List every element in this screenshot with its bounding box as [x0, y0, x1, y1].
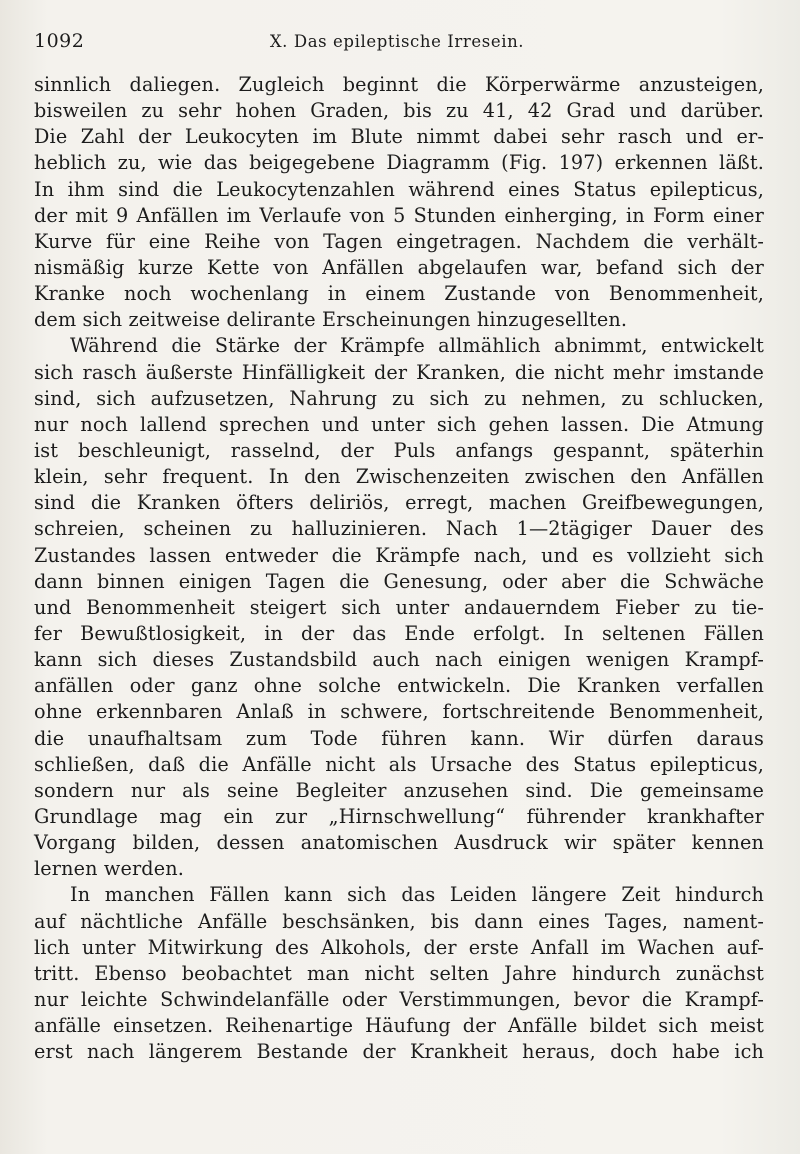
text-line: fer Bewußtlosigkeit, in der das Ende erfolgt. In seltenen Fällen — [34, 621, 764, 645]
text-line: In manchen Fällen kann sich das Leiden längere Zeit hindurch — [70, 883, 764, 907]
text-line: ist beschleunigt, rasselnd, der Puls anfangs gespannt, späterhin — [34, 438, 764, 462]
text-line: dann binnen einigen Tagen die Genesung, oder aber die Schwäche — [34, 569, 764, 593]
text-line: klein, sehr frequent. In den Zwischenzeiten zwischen den Anfällen — [34, 465, 764, 489]
text-line: auf nächtliche Anfälle beschsänken, bis dann eines Tages, nament- — [34, 909, 764, 933]
text-line: Während die Stärke der Krämpfe allmählich abnimmt, entwickelt — [70, 334, 764, 358]
text-line: kann sich dieses Zustandsbild auch nach einigen wenigen Krampf- — [34, 648, 764, 672]
paragraph-2 — [34, 333, 764, 882]
text-line: sinnlich daliegen. Zugleich beginnt die Körperwärme anzusteigen, — [34, 73, 764, 96]
text-line: sich rasch äußerste Hinfälligkeit der Kranken, die nicht mehr imstande — [34, 360, 764, 384]
running-head — [34, 30, 760, 58]
text-line: nismäßig kurze Kette von Anfällen abgelaufen war, befand sich der — [34, 255, 764, 279]
text-line: lernen werden. — [34, 857, 184, 881]
text-line: anfällen oder ganz ohne solche entwickeln. Die Kranken verfallen — [34, 674, 764, 698]
paragraph-3 — [34, 882, 764, 1065]
text-line: ohne erkennbaren Anlaß in schwere, fortschreitende Benommenheit, — [34, 700, 764, 724]
text-line: lich unter Mitwirkung des Alkohols, der erste Anfall im Wachen auf- — [34, 935, 764, 959]
text-line: Zustandes lassen entweder die Krämpfe nach, und es vollzieht sich — [34, 543, 764, 567]
text-line: tritt. Ebenso beobachtet man nicht selten Jahre hindurch zunächst — [34, 961, 764, 985]
text-line: erst nach längerem Bestande der Krankheit heraus, doch habe ich — [34, 1040, 764, 1064]
text-line: bisweilen zu sehr hohen Graden, bis zu 41, 42 Grad und darüber. — [34, 99, 764, 123]
text-line: sind die Kranken öfters deliriös, erregt, machen Greifbewegungen, — [34, 491, 764, 515]
text-line: schreien, scheinen zu halluzinieren. Nach 1—2tägiger Dauer des — [34, 517, 764, 541]
text-line: und Benommenheit steigert sich unter andauerndem Fieber zu tie- — [34, 595, 764, 619]
chapter-title: X. Das epileptische Irresein. — [269, 32, 525, 51]
text-line: Die Zahl der Leukocyten im Blute nimmt dabei sehr rasch und er- — [34, 125, 764, 149]
text-line: Kranke noch wochenlang in einem Zustande von Benommenheit, — [34, 282, 764, 306]
text-line: anfälle einsetzen. Reihenartige Häufung der Anfälle bildet sich meist — [34, 1014, 764, 1038]
text-line: nur leichte Schwindelanfälle oder Verstimmungen, bevor die Krampf- — [34, 987, 764, 1011]
page-number: 1092 — [34, 30, 85, 52]
text-line: In ihm sind die Leukocytenzahlen während eines Status epilepticus, — [34, 177, 764, 201]
text-line: sondern nur als seine Begleiter anzusehen sind. Die gemeinsame — [34, 778, 764, 802]
body-text — [34, 72, 764, 1065]
text-line: die unaufhaltsam zum Tode führen kann. Wir dürfen daraus — [34, 726, 764, 750]
text-line: dem sich zeitweise delirante Erscheinungen hinzugesellten. — [34, 308, 628, 332]
text-line: heblich zu, wie das beigegebene Diagramm (Fig. 197) erkennen läßt. — [34, 151, 764, 175]
paragraph-1 — [34, 72, 764, 333]
text-line: sind, sich aufzusetzen, Nahrung zu sich zu nehmen, zu schlucken, — [34, 386, 764, 410]
text-line: der mit 9 Anfällen im Verlaufe von 5 Stunden einherging, in Form einer — [34, 203, 764, 227]
text-line: Kurve für eine Reihe von Tagen eingetragen. Nachdem die verhält- — [34, 229, 764, 253]
text-line: schließen, daß die Anfälle nicht als Ursache des Status epilepticus, — [34, 752, 764, 776]
text-line: nur noch lallend sprechen und unter sich gehen lassen. Die Atmung — [34, 412, 764, 436]
text-line: Vorgang bilden, dessen anatomischen Ausdruck wir später kennen — [34, 831, 764, 855]
text-line: Grundlage mag ein zur „Hirnschwellung“ führender krankhafter — [34, 804, 764, 828]
